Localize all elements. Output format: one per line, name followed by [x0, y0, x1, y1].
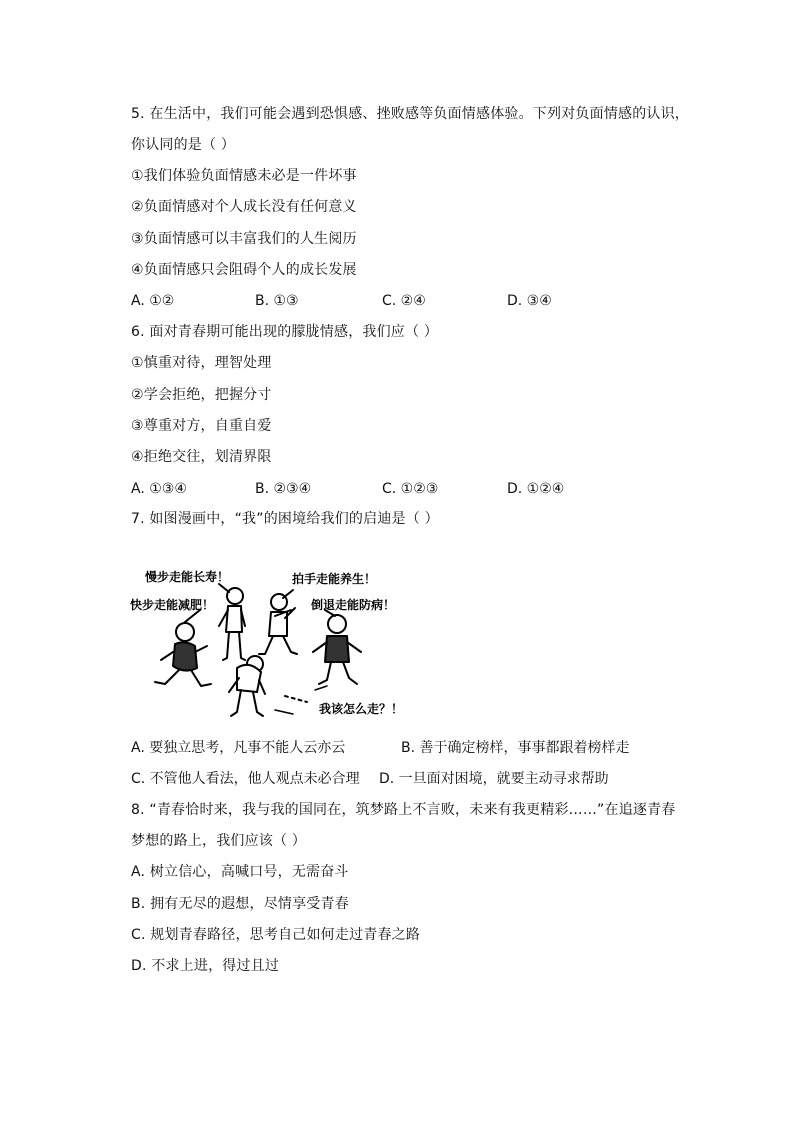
- q8-stem-line2: 梦想的路上，我们应该（ ）: [131, 833, 307, 849]
- q5-stem-line1: 5. 在生活中，我们可能会遇到恐惧感、挫败感等负面情感体验。下列对负面情感的认识，: [131, 106, 690, 122]
- q5-stem-line2: 你认同的是（ ）: [131, 137, 236, 153]
- comic-caption-fast: 快步走能减肥！: [130, 598, 215, 612]
- q7-options-row1: [131, 738, 691, 758]
- q5-option-b[interactable]: B. ①③: [255, 293, 299, 309]
- q5-item-1: ①我们体验负面情感未必是一件坏事: [131, 168, 357, 184]
- q5-item-4: ④负面情感只会阻碍个人的成长发展: [131, 262, 357, 278]
- q7-option-d[interactable]: D. 一旦面对困境，就要主动寻求帮助: [379, 771, 609, 787]
- q6-item-4: ④拒绝交往，划清界限: [131, 449, 272, 465]
- q5-option-c[interactable]: C. ②④: [382, 293, 426, 309]
- q6-option-d[interactable]: D. ①②④: [507, 481, 565, 497]
- q6-option-c[interactable]: C. ①②③: [382, 481, 439, 497]
- comic-caption-clap: 拍手走能养生！: [292, 572, 377, 586]
- q7-options-row2: [131, 769, 691, 789]
- q7-comic: [125, 560, 415, 725]
- q6-option-a[interactable]: A. ①③④: [131, 481, 187, 497]
- q8-option-d[interactable]: D. 不求上进，得过且过: [131, 958, 280, 974]
- q7-stem: 7. 如图漫画中，“我”的困境给我们的启迪是（ ）: [131, 511, 439, 527]
- q7-option-c[interactable]: C. 不管他人看法，他人观点未必合理: [131, 771, 360, 787]
- q6-stem: 6. 面对青春期可能出现的朦胧情感，我们应（ ）: [131, 324, 439, 340]
- q6-item-1: ①慎重对待，理智处理: [131, 355, 272, 371]
- q8-stem-line1: 8. “青春恰时来，我与我的国同在，筑梦路上不言败，未来有我更精彩……”在追逐青春: [131, 802, 676, 818]
- q5-option-d[interactable]: D. ③④: [507, 293, 552, 309]
- q6-item-2: ②学会拒绝，把握分寸: [131, 387, 272, 403]
- q6-item-3: ③尊重对方，自重自爱: [131, 418, 272, 434]
- comic-caption-slow: 慢步走能长寿！: [145, 570, 230, 584]
- comic-caption-me: 我该怎么走？！: [319, 702, 404, 716]
- q5-option-a[interactable]: A. ①②: [131, 293, 175, 309]
- q8-option-a[interactable]: A. 树立信心，高喊口号，无需奋斗: [131, 864, 349, 880]
- q6-option-b[interactable]: B. ②③④: [255, 481, 312, 497]
- q5-options: [131, 291, 691, 311]
- q7-option-b[interactable]: B. 善于确定榜样，事事都跟着榜样走: [401, 740, 630, 756]
- q8-option-c[interactable]: C. 规划青春路径，思考自己如何走过青春之路: [131, 927, 421, 943]
- q5-item-3: ③负面情感可以丰富我们的人生阅历: [131, 231, 357, 247]
- q7-option-a[interactable]: A. 要独立思考，凡事不能人云亦云: [131, 740, 346, 756]
- q5-item-2: ②负面情感对个人成长没有任何意义: [131, 199, 357, 215]
- q8-option-b[interactable]: B. 拥有无尽的遐想，尽情享受青春: [131, 896, 349, 912]
- q6-options: [131, 479, 691, 499]
- comic-caption-backward: 倒退走能防病！: [311, 598, 396, 612]
